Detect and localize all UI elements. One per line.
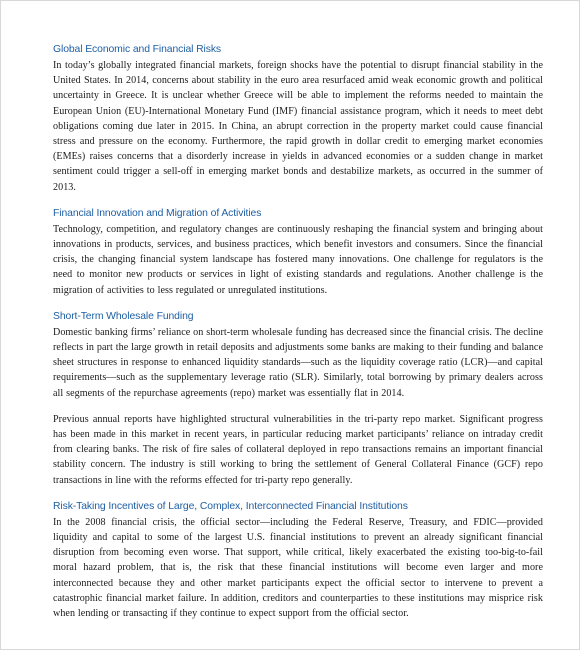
section-heading: Short-Term Wholesale Funding xyxy=(53,310,194,322)
paragraph: Domestic banking firms’ reliance on short-term wholesale funding has decreased since the financial crisis. The decline reflects in part the large growth in retail deposits and adjustments some banks are making to their funding and balance sheet structures in response to enhanced liquidity standards—such as the liquidity coverage ratio (LCR)—and capital requirements—such as the supplementary leverage ratio (SLR). Similarly, total borrowing by primary dealers across all segments of the repurchase agreements (repo) market was essentially flat in 2014. xyxy=(53,326,543,399)
paragraph: Technology, competition, and regulatory changes are continuously reshaping the financial system and bringing about innovations in products, services, and business practices, which benefit investors and consumers. Since the financial crisis, the changing financial system landscape has fostered many innovations. One challenge for regulators is the need to monitor new products or services in light of existing standards and regulations. Another challenge is the migration of activities to less regulated or unregulated institutions. xyxy=(53,223,543,296)
document-body xyxy=(53,42,543,632)
section-heading: Risk-Taking Incentives of Large, Complex, Interconnected Financial Institutions xyxy=(53,500,408,512)
section-global-economic-risks xyxy=(53,42,543,195)
section-heading: Financial Innovation and Migration of Activities xyxy=(53,207,262,219)
section-short-term-wholesale-funding xyxy=(53,309,543,488)
section-risk-taking-incentives xyxy=(53,499,543,621)
section-financial-innovation xyxy=(53,206,543,298)
paragraph: Previous annual reports have highlighted structural vulnerabilities in the tri-party repo market. Significant progress has been made in this market in recent years, in particular reducing market participants’ reliance on intraday credit from clearing banks. The risk of fire sales of collateral deployed in repo transactions remains an important financial stability concern. The industry is still working to bring the settlement of General Collateral Finance (GCF) repo transactions in line with the reforms effected for tri-party repo generally. xyxy=(53,413,543,486)
paragraph: In the 2008 financial crisis, the official sector—including the Federal Reserve, Treasury, and FDIC—provided liquidity and capital to some of the largest U.S. financial institutions to prevent an already significant financial disruption from becoming even worse. That support, while critical, likely exacerbated the existing too-big-to-fail moral hazard problem, that is, the risk that these financial institutions will become even larger and more interconnected because they and other market participants expect the official sector to intervene to prevent a catastrophic financial market failure. In addition, creditors and counterparties to these institutions may misprice risk when lending or transacting if they continue to expect support from the official sector. xyxy=(53,516,543,620)
paragraph: In today’s globally integrated financial markets, foreign shocks have the potential to disrupt financial stability in the United States. In 2014, concerns about stability in the euro area resurfaced amid weak economic growth and political uncertainty in Greece. It is unclear whether Greece will be able to implement the reforms needed to maintain the European Union (EU)-International Monetary Fund (IMF) financial assistance program, which it needs to meet debt obligations coming due later in 2015. In China, an abrupt correction in the property market could cause financial stress and pressure on the economy. Furthermore, the rapid growth in dollar credit to emerging market economies (EMEs) raises concerns that a disorderly increase in yields in advanced economies or a sudden change in market sentiment could trigger a sell-off in emerging market bonds and destabilize markets, as occurred in the summer of 2013. xyxy=(53,60,543,193)
section-heading: Global Economic and Financial Risks xyxy=(53,44,222,55)
